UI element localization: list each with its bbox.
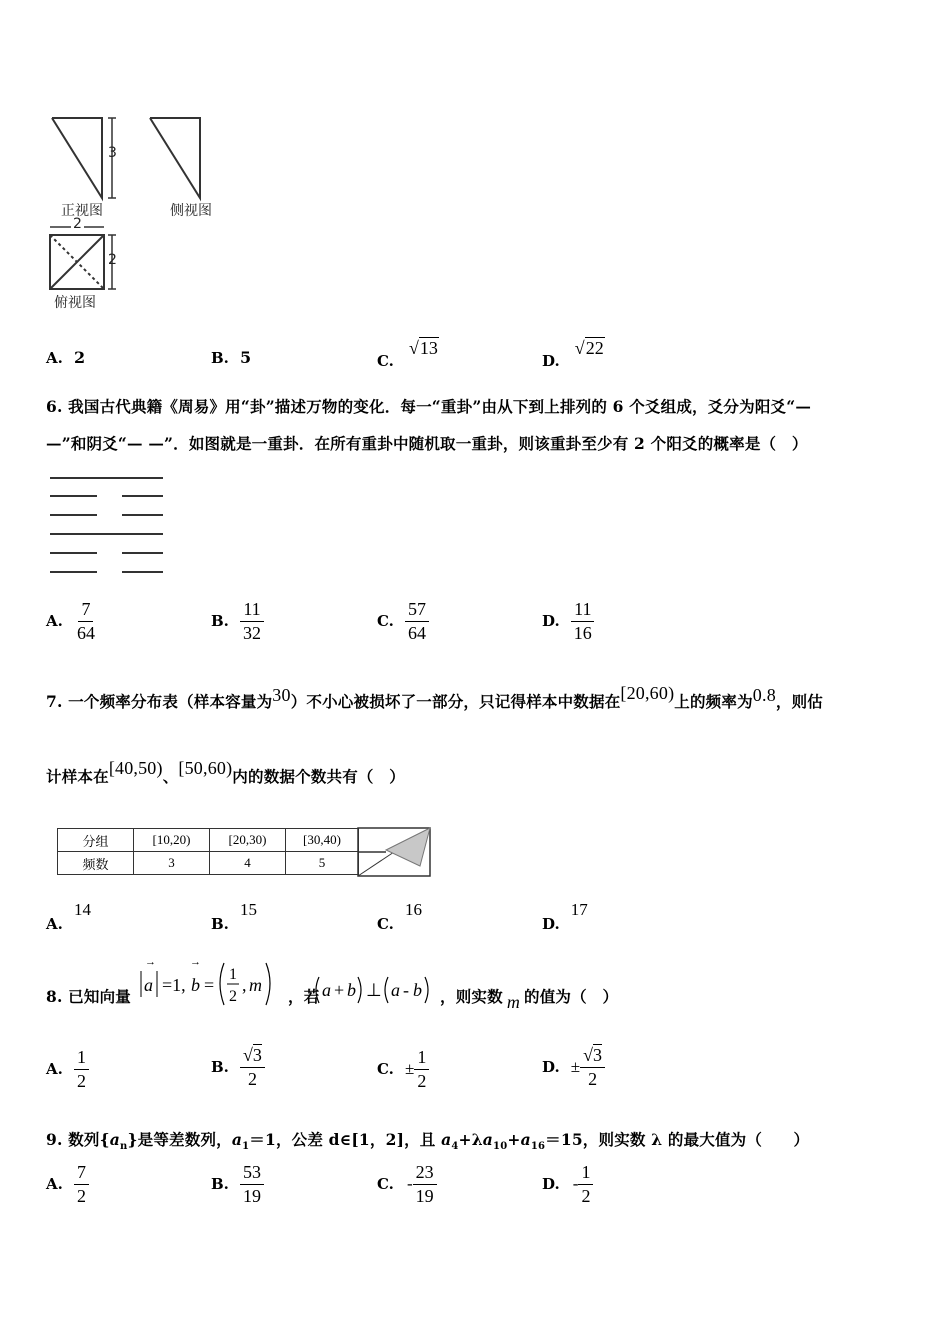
top-view	[50, 235, 104, 289]
q8-text-suffix: ，则实数 m 的值为（ ）	[440, 987, 619, 1012]
front-height-label: 3	[108, 145, 117, 161]
svg-text:→: →	[190, 956, 201, 968]
frequency-table	[57, 828, 359, 875]
svg-text:a: a	[322, 980, 331, 1000]
q7-option-d[interactable]: D. 17	[542, 900, 588, 933]
table-header-group: 分组	[58, 829, 134, 852]
svg-text:b: b	[191, 975, 200, 995]
table-header-1: [10,20)	[134, 829, 210, 852]
svg-text:m: m	[249, 975, 262, 995]
svg-text:b: b	[413, 980, 422, 1000]
front-view	[52, 118, 102, 198]
hexagram-figure	[50, 470, 165, 580]
q7-text-line1: 7. 一个频率分布表（样本容量为30）不小心被损坏了一部分，只记得样本中数据在[20,60)上的频率为0.8，则估	[46, 683, 824, 711]
top-view-caption: 俯视图	[54, 295, 96, 311]
q7-text-line2: 计样本在[40,50)、[50,60)内的数据个数共有（ ）	[46, 758, 405, 786]
q8-option-c[interactable]: C. ± $\frac{1}{2}$	[377, 1048, 429, 1091]
q9-option-a[interactable]: A. $\frac{7}{2}$	[46, 1163, 89, 1206]
top-depth-label: 2	[108, 252, 117, 268]
front-view-caption: 正视图	[61, 203, 103, 219]
table-cell-3: 5	[286, 852, 359, 875]
svg-text:a: a	[391, 980, 400, 1000]
svg-text:-: -	[403, 980, 409, 1000]
q8-option-a[interactable]: A. $\frac{1}{2}$	[46, 1048, 89, 1091]
q6-option-b[interactable]: B. $\frac{11}{32}$	[211, 600, 264, 643]
q6-option-c[interactable]: C. $\frac{57}{64}$	[377, 600, 429, 643]
side-view-caption: 侧视图	[170, 203, 212, 219]
svg-text:a: a	[144, 975, 153, 995]
q7-option-c[interactable]: C. 16	[377, 900, 422, 933]
svg-text:=: =	[204, 975, 215, 995]
q7-option-a[interactable]: A. 14	[46, 900, 91, 933]
table-row-label: 频数	[58, 852, 134, 875]
side-view	[150, 118, 200, 198]
q5-option-a[interactable]: A. 2	[46, 348, 86, 367]
q6-option-a[interactable]: A. $\frac{7}{64}$	[46, 599, 95, 643]
q9-option-c[interactable]: C. - $\frac{23}{19}$	[377, 1163, 437, 1206]
svg-text:→: →	[145, 956, 156, 968]
q8-vector-condition	[136, 955, 286, 1011]
svg-text:⊥: ⊥	[366, 980, 382, 1000]
torn-table-corner	[356, 826, 432, 878]
q9-text: 9. 数列$\{a_n\}$是等差数列，$a_1=1$，公差 d∈[1，2]，且 $a_4+\lambda a_{10}+a_{16}=15$，则实数 λ 的最大值为（ ）	[46, 1130, 810, 1153]
q8-text-if: ，若	[288, 987, 320, 1006]
svg-text:b: b	[347, 980, 356, 1000]
table-cell-1: 3	[134, 852, 210, 875]
svg-text:,: ,	[242, 975, 247, 995]
q9-option-b[interactable]: B. $\frac{53}{19}$	[211, 1163, 264, 1206]
q6-option-d[interactable]: D. $\frac{11}{16}$	[542, 600, 595, 643]
table-cell-2: 4	[210, 852, 286, 875]
table-header-3: [30,40)	[286, 829, 359, 852]
q5-option-b[interactable]: B. 5	[211, 348, 252, 367]
q8-option-d[interactable]: D. ± $\frac{√3}{2}$	[542, 1046, 605, 1089]
q9-option-d[interactable]: D. - $\frac{1}{2}$	[542, 1163, 593, 1206]
q8-text-prefix: 8. 已知向量	[46, 987, 131, 1006]
q5-option-d[interactable]: D. √22	[542, 338, 604, 370]
table-header-2: [20,30)	[210, 829, 286, 852]
q8-option-b[interactable]: B. $\frac{√3}{2}$	[211, 1046, 265, 1089]
q7-option-b[interactable]: B. 15	[211, 900, 257, 933]
q6-text-line1: 6. 我国古代典籍《周易》用“卦”描述万物的变化．每一“重卦”由从下到上排列的 6 个爻组成，爻分为阳爻“—	[46, 397, 812, 416]
svg-text:+: +	[334, 980, 345, 1000]
top-width-label: 2	[73, 216, 82, 232]
q5-option-c[interactable]: C. √13	[377, 338, 438, 370]
q8-perp-condition	[312, 973, 442, 1007]
svg-text:2: 2	[229, 988, 237, 1005]
svg-text:=1,: =1,	[162, 975, 186, 995]
q6-text-line2: —”和阴爻“— —”．如图就是一重卦．在所有重卦中随机取一重卦，则该重卦至少有 2 个阳爻的概率是（ ）	[46, 434, 808, 453]
svg-text:1: 1	[229, 966, 237, 983]
